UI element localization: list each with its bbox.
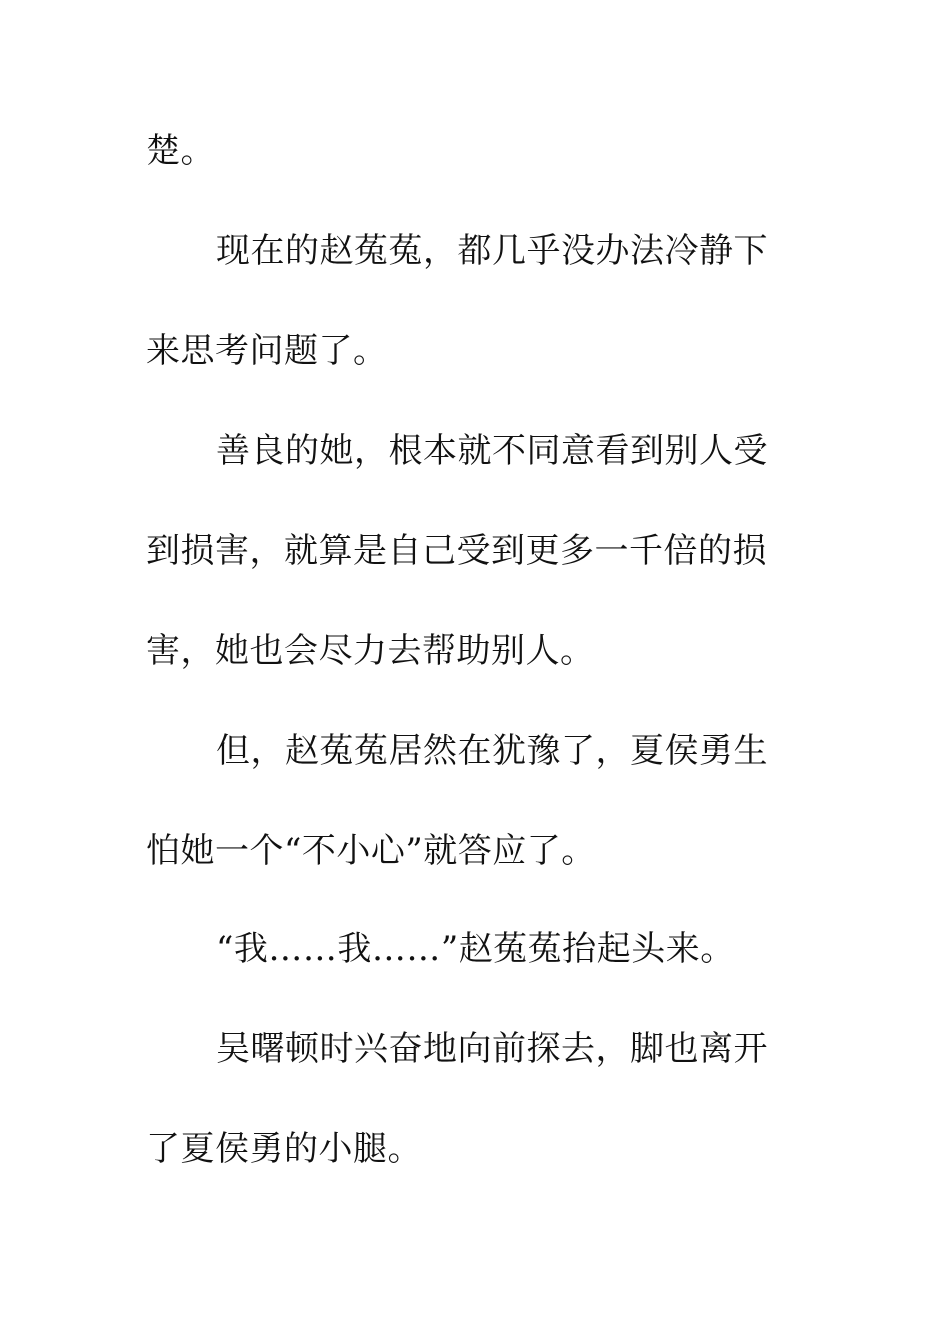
text-line: 了夏侯勇的小腿。 xyxy=(146,1129,422,1169)
text-line: 害，她也会尽力去帮助别人。 xyxy=(146,631,595,671)
text-line: “我……我……”赵菟菟抬起头来。 xyxy=(216,929,735,969)
text-line: 到损害，就算是自己受到更多一千倍的损 xyxy=(146,531,767,571)
text-line: 但，赵菟菟居然在犹豫了，夏侯勇生 xyxy=(216,731,768,771)
text-line: 吴曙顿时兴奋地向前探去，脚也离开 xyxy=(216,1029,768,1069)
text-line: 现在的赵菟菟，都几乎没办法冷静下 xyxy=(216,231,768,271)
text-line: 善良的她，根本就不同意看到别人受 xyxy=(216,431,768,471)
text-line: 来思考问题了。 xyxy=(146,331,388,371)
text-line: 楚。 xyxy=(146,131,215,171)
text-line: 怕她一个“不小心”就答应了。 xyxy=(146,831,596,871)
